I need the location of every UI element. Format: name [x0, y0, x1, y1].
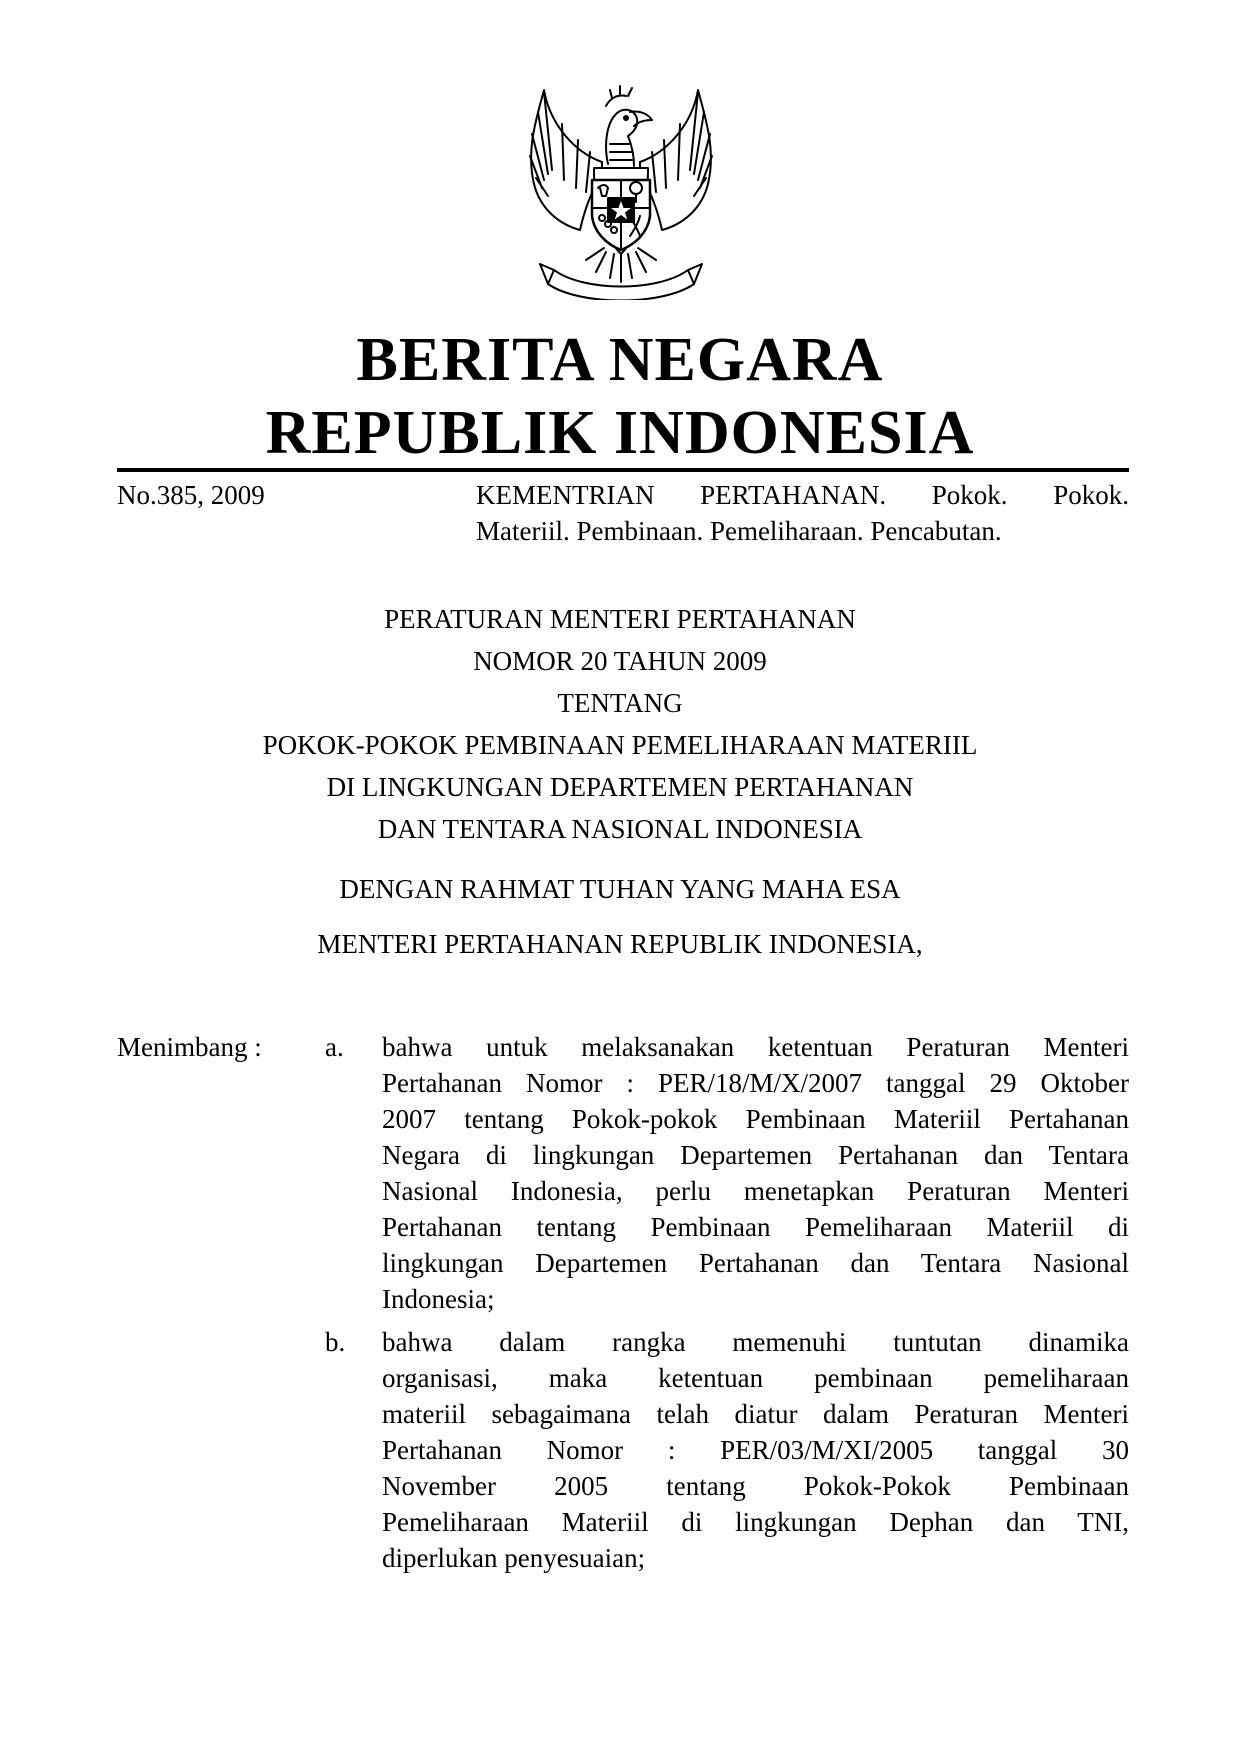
masthead-subtitle: REPUBLIK INDONESIA — [265, 399, 975, 467]
regulation-title-line: TENTANG — [557, 688, 683, 718]
paragraph-line: Pertahanan Nomor : PER/03/M/XI/2005 tanggal 30 — [382, 1435, 1129, 1465]
paragraph-line: organisasi, maka ketentuan pembinaan pemeliharaan — [382, 1363, 1129, 1393]
masthead-title: BERITA NEGARA — [356, 326, 884, 394]
gazette-number: No.385, 2009 — [117, 480, 265, 510]
paragraph-line: Nasional Indonesia, perlu menetapkan Peraturan Menteri — [382, 1176, 1129, 1206]
paragraph-line: diperlukan penyesuaian; — [382, 1543, 646, 1573]
regulation-title-line: NOMOR 20 TAHUN 2009 — [473, 646, 767, 676]
paragraph-line: bahwa untuk melaksanakan ketentuan Peraturan Menteri — [382, 1032, 1129, 1062]
paragraph-line: materiil sebagaimana telah diatur dalam Peraturan Menteri — [382, 1399, 1129, 1429]
consideration-paragraph — [382, 1324, 1129, 1576]
subject-line: KEMENTRIAN PERTAHANAN. Pokok. Pokok. — [476, 480, 1129, 510]
paragraph-line: Pertahanan Nomor : PER/18/M/X/2007 tanggal 29 Oktober — [382, 1068, 1129, 1098]
regulation-title-line: PERATURAN MENTERI PERTAHANAN — [384, 604, 856, 634]
considerations-label: Menimbang : — [117, 1032, 262, 1062]
item-letter: b. — [325, 1327, 346, 1357]
paragraph-line: Indonesia; — [382, 1284, 495, 1314]
consideration-paragraph — [382, 1029, 1129, 1317]
subject-line: Materiil. Pembinaan. Pemeliharaan. Pencabutan. — [476, 516, 1002, 546]
paragraph-line: Pertahanan tentang Pembinaan Pemeliharaan Materiil di — [382, 1212, 1129, 1242]
regulation-title-line: POKOK-POKOK PEMBINAAN PEMELIHARAAN MATERIIL — [262, 730, 978, 760]
paragraph-line: Negara di lingkungan Departemen Pertahanan dan Tentara — [382, 1140, 1129, 1170]
gazette-subject — [476, 477, 1129, 549]
preamble-line: DENGAN RAHMAT TUHAN YANG MAHA ESA — [339, 874, 901, 904]
garuda-emblem-icon — [518, 84, 724, 300]
masthead-divider — [117, 468, 1129, 472]
paragraph-line: bahwa dalam rangka memenuhi tuntutan dinamika — [382, 1327, 1129, 1357]
paragraph-line: 2007 tentang Pokok-pokok Pembinaan Materiil Pertahanan — [382, 1104, 1129, 1134]
paragraph-line: Pemeliharaan Materiil di lingkungan Dephan dan TNI, — [382, 1507, 1129, 1537]
paragraph-line: November 2005 tentang Pokok-Pokok Pembinaan — [382, 1471, 1129, 1501]
regulation-title-line: DAN TENTARA NASIONAL INDONESIA — [377, 814, 863, 844]
preamble-line: MENTERI PERTAHANAN REPUBLIK INDONESIA, — [317, 929, 923, 959]
item-letter: a. — [325, 1032, 344, 1062]
paragraph-line: lingkungan Departemen Pertahanan dan Tentara Nasional — [382, 1248, 1129, 1278]
regulation-title-line: DI LINGKUNGAN DEPARTEMEN PERTAHANAN — [326, 772, 914, 802]
